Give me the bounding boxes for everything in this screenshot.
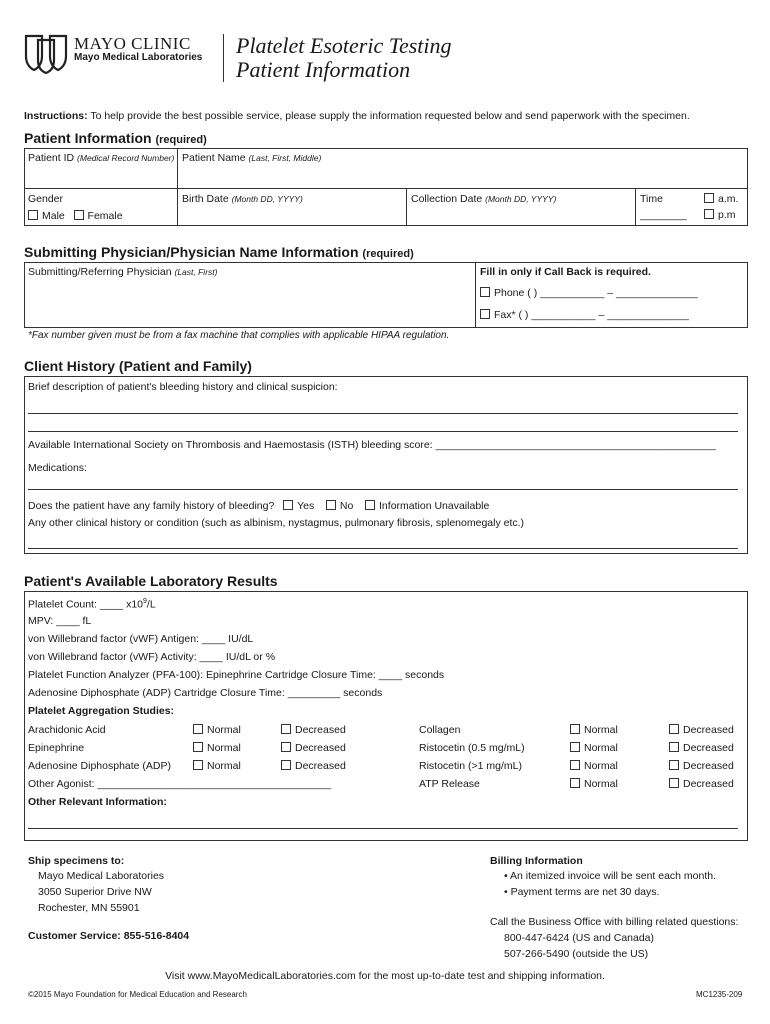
am-checkbox[interactable]: a.m. — [704, 193, 738, 205]
normal-checkbox-r1[interactable]: Normal — [570, 742, 618, 754]
copyright: ©2015 Mayo Foundation for Medical Education and Research — [28, 990, 247, 999]
vwf-antigen-field[interactable]: von Willebrand factor (vWF) Antigen: ____ IU/dL — [28, 633, 254, 645]
mayo-shield-icon — [22, 34, 70, 74]
header-divider — [223, 34, 224, 82]
family-history-question: Does the patient have any family history of bleeding? Yes No Information Unavailable — [28, 500, 490, 512]
physician-title: Submitting Physician/Physician Name Information (required) — [24, 244, 414, 260]
ship-line-2: Rochester, MN 55901 — [38, 902, 140, 914]
billing-bullet-0: • An itemized invoice will be sent each month. — [504, 870, 717, 882]
brief-line-1[interactable] — [28, 413, 738, 414]
mayo-logo — [22, 34, 72, 74]
agonist-left-2: Adenosine Diphosphate (ADP) — [28, 760, 172, 772]
form-title-line1: Platelet Esoteric Testing — [236, 33, 452, 58]
decreased-checkbox-l0[interactable]: Decreased — [281, 724, 346, 736]
patient-info-title: Patient Information (required) — [24, 130, 207, 146]
medications-label: Medications: — [28, 462, 87, 474]
adp-closure-field[interactable]: Adenosine Diphosphate (ADP) Cartridge Closure Time: _________ seconds — [28, 687, 383, 699]
agonist-left-1: Epinephrine — [28, 742, 85, 754]
phone-us: 800-447-6424 (US and Canada) — [504, 932, 655, 944]
customer-service: Customer Service: 855-516-8404 — [28, 930, 190, 942]
org-name: MAYO CLINIC — [74, 34, 191, 53]
female-checkbox[interactable]: Female — [74, 210, 123, 222]
agonist-right-0: Collagen — [419, 724, 461, 736]
fax-note: *Fax number given must be from a fax machine that complies with applicable HIPAA regulation. — [28, 330, 450, 341]
history-title: Client History (Patient and Family) — [24, 358, 252, 374]
agonist-right-2: Ristocetin (>1 mg/mL) — [419, 760, 522, 772]
decreased-checkbox-r0[interactable]: Decreased — [669, 724, 734, 736]
agonist-right-3: ATP Release — [419, 778, 480, 790]
decreased-checkbox-r1[interactable]: Decreased — [669, 742, 734, 754]
ship-title: Ship specimens to: — [28, 855, 125, 867]
time-blank[interactable]: ________ — [640, 209, 687, 221]
business-office: Call the Business Office with billing related questions: — [490, 916, 739, 928]
vwf-activity-field[interactable]: von Willebrand factor (vWF) Activity: ____ IU/dL or % — [28, 651, 276, 663]
other-history-label: Any other clinical history or condition (such as albinism, nystagmus, pulmonary fibrosis, splenomegaly etc.) — [28, 517, 525, 529]
fax-field[interactable]: Fax* ( ) ___________ – ______________ — [480, 309, 689, 321]
instructions-label: Instructions: — [24, 110, 88, 122]
agonist-left-3[interactable]: Other Agonist: ________________________________________ — [28, 778, 332, 790]
male-checkbox[interactable]: Male — [28, 210, 65, 222]
unavailable-checkbox[interactable]: Information Unavailable — [365, 500, 489, 512]
normal-checkbox-l1[interactable]: Normal — [193, 742, 241, 754]
lab-title: Patient's Available Laboratory Results — [24, 573, 278, 589]
phone-outside: 507-266-5490 (outside the US) — [504, 948, 649, 960]
yes-checkbox[interactable]: Yes — [283, 500, 314, 512]
patient-name-field[interactable]: Patient Name (Last, First, Middle) — [182, 152, 322, 164]
platelet-count-field[interactable]: Platelet Count: ____ $x10^9/L$ — [28, 598, 156, 611]
other-info-label: Other Relevant Information: — [28, 796, 167, 808]
medications-line[interactable] — [28, 489, 738, 490]
callback-label: Fill in only if Call Back is required. — [480, 266, 651, 278]
form-code: MC1235-209 — [696, 990, 743, 999]
billing-bullet-1: • Payment terms are net 30 days. — [504, 886, 660, 898]
phone-field[interactable]: Phone ( ) ___________ – ______________ — [480, 287, 698, 299]
isth-score-field[interactable]: Available International Society on Thrombosis and Haemostasis (ISTH) bleeding score: ________________________________________________ — [28, 439, 716, 451]
patient-id-field[interactable]: Patient ID (Medical Record Number) — [28, 152, 175, 164]
visit-line: Visit www.MayoMedicalLaboratories.com for the most up-to-date test and shipping information. — [165, 970, 605, 982]
other-info-line[interactable] — [28, 828, 738, 829]
birth-date-field[interactable]: Birth Date (Month DD, YYYY) — [182, 193, 303, 205]
other-history-line[interactable] — [28, 548, 738, 549]
normal-checkbox-r0[interactable]: Normal — [570, 724, 618, 736]
brief-line-2[interactable] — [28, 431, 738, 432]
normal-checkbox-r3[interactable]: Normal — [570, 778, 618, 790]
normal-checkbox-r2[interactable]: Normal — [570, 760, 618, 772]
decreased-checkbox-l1[interactable]: Decreased — [281, 742, 346, 754]
normal-checkbox-l0[interactable]: Normal — [193, 724, 241, 736]
mpv-field[interactable]: MPV: ____ fL — [28, 615, 92, 627]
decreased-checkbox-r3[interactable]: Decreased — [669, 778, 734, 790]
agonist-left-0: Arachidonic Acid — [28, 724, 106, 736]
gender-label: Gender — [28, 193, 64, 205]
time-label: Time — [640, 193, 663, 205]
normal-checkbox-l2[interactable]: Normal — [193, 760, 241, 772]
ship-line-0: Mayo Medical Laboratories — [38, 870, 165, 882]
no-checkbox[interactable]: No — [326, 500, 353, 512]
collection-date-field[interactable]: Collection Date (Month DD, YYYY) — [411, 193, 557, 205]
form-title-line2: Patient Information — [236, 57, 411, 82]
org-subname: Mayo Medical Laboratories — [74, 52, 203, 63]
gender-options — [28, 210, 123, 222]
decreased-checkbox-l2[interactable]: Decreased — [281, 760, 346, 772]
billing-title: Billing Information — [490, 855, 583, 867]
instructions — [24, 110, 690, 122]
pm-checkbox[interactable]: p.m — [704, 209, 736, 221]
referring-physician-field[interactable]: Submitting/Referring Physician (Last, First) — [28, 266, 218, 278]
instructions-text: To help provide the best possible service, please supply the information requested below and send paperwork with the specimen. — [90, 110, 690, 122]
decreased-checkbox-r2[interactable]: Decreased — [669, 760, 734, 772]
ship-line-1: 3050 Superior Drive NW — [38, 886, 152, 898]
pfa-field[interactable]: Platelet Function Analyzer (PFA-100): Epinephrine Cartridge Closure Time: ____ seconds — [28, 669, 445, 681]
brief-description-label: Brief description of patient's bleeding history and clinical suspicion: — [28, 381, 338, 393]
agonist-right-1: Ristocetin (0.5 mg/mL) — [419, 742, 525, 754]
aggregation-title: Platelet Aggregation Studies: — [28, 705, 175, 717]
